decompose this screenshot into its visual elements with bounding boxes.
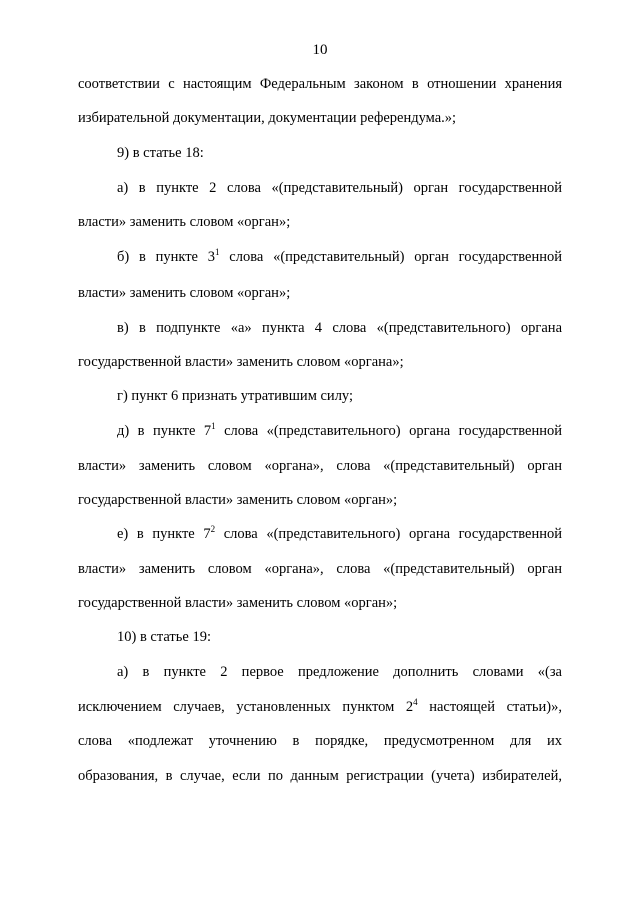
- text-line: [117, 422, 562, 440]
- text-line: 10) в статье 19:: [117, 629, 211, 645]
- text-segment: е) в пункте 7: [117, 526, 211, 542]
- text-line: а) в пункте 2 первое предложение дополнить словами «(за: [117, 664, 562, 680]
- text-line: власти» заменить словом «органа», слова «(представительный) орган: [78, 561, 562, 577]
- superscript: 4: [413, 697, 418, 707]
- text-line: [117, 248, 562, 266]
- text-segment: слова «(представительного) органа государственной: [215, 423, 562, 439]
- text-line: соответствии с настоящим Федеральным законом в отношении хранения: [78, 76, 562, 92]
- page-number: 10: [312, 42, 328, 58]
- text-segment: б) в пункте 3: [117, 249, 216, 265]
- text-line: власти» заменить словом «орган»;: [78, 214, 291, 230]
- text-line: г) пункт 6 признать утратившим силу;: [117, 388, 354, 404]
- text-line: [117, 525, 562, 543]
- text-line: власти» заменить словом «орган»;: [78, 285, 291, 301]
- text-line: а) в пункте 2 слова «(представительный) орган государственной: [117, 180, 562, 196]
- text-line: 9) в статье 18:: [117, 145, 204, 161]
- text-segment: исключением случаев, установленных пунктом 2: [78, 699, 414, 715]
- text-line: избирательной документации, документации референдума.»;: [78, 110, 457, 126]
- text-line: образования, в случае, если по данным регистрации (учета) избирателей,: [78, 768, 562, 784]
- text-line: в) в подпункте «а» пункта 4 слова «(представительного) органа: [117, 320, 562, 336]
- superscript: 1: [215, 247, 220, 257]
- text-line: государственной власти» заменить словом «орган»;: [78, 492, 398, 508]
- text-line: власти» заменить словом «органа», слова «(представительный) орган: [78, 458, 562, 474]
- superscript: 2: [210, 524, 216, 534]
- superscript: 1: [211, 421, 216, 431]
- text-line: государственной власти» заменить словом «органа»;: [78, 354, 404, 370]
- text-segment: слова «(представительный) орган государственной: [219, 249, 562, 265]
- text-line: [78, 698, 562, 716]
- text-line: государственной власти» заменить словом «орган»;: [78, 595, 398, 611]
- text-segment: слова «(представительного) органа государственной: [215, 526, 562, 542]
- text-segment: настоящей статьи)»,: [417, 699, 562, 715]
- text-line: слова «подлежат уточнению в порядке, предусмотренном для их: [78, 733, 562, 749]
- text-segment: д) в пункте 7: [117, 423, 212, 439]
